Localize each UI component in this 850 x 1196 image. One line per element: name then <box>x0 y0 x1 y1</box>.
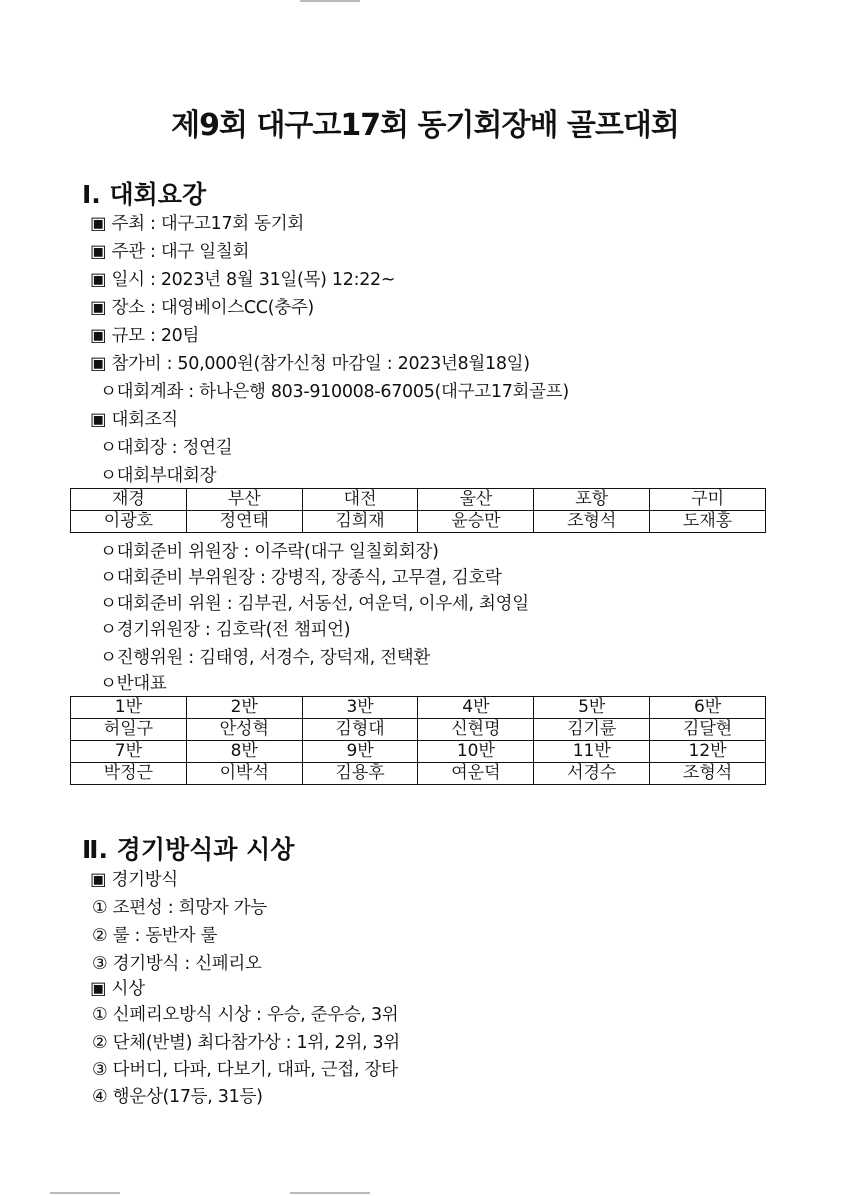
table-cell: 허일구 <box>71 719 187 741</box>
prep-members-line: ㅇ대회준비 위원 : 김부권, 서동선, 여운덕, 이우세, 최영일 <box>100 594 529 614</box>
table-cell: 11반 <box>534 741 650 763</box>
table-cell: 울산 <box>418 489 534 511</box>
table-cell: 재경 <box>71 489 187 511</box>
table-cell: 안성혁 <box>186 719 302 741</box>
document-title: 제9회 대구고17회 동기회장배 골프대회 <box>171 108 679 143</box>
table-cell: 9반 <box>302 741 418 763</box>
table-cell: 8반 <box>186 741 302 763</box>
prep-chair-line: ㅇ대회준비 위원장 : 이주락(대구 일칠회회장) <box>100 542 439 562</box>
table-row <box>71 697 766 719</box>
table-cell: 김형대 <box>302 719 418 741</box>
table-cell: 서경수 <box>534 763 650 785</box>
format-item-2: ② 룰 : 동반자 룰 <box>92 926 218 946</box>
fee-line: ▣ 참가비 : 50,000원(참가신청 마감일 : 2023년8월18일) <box>90 354 530 374</box>
awards-line: ▣ 시상 <box>90 979 145 999</box>
host-line: ▣ 주관 : 대구 일칠회 <box>90 242 250 262</box>
venue-line: ▣ 장소 : 대영베이스CC(충주) <box>90 298 314 318</box>
table-cell: 김달현 <box>650 719 766 741</box>
table-row <box>71 741 766 763</box>
table-cell: 12반 <box>650 741 766 763</box>
table-cell: 윤승만 <box>418 511 534 533</box>
table-cell: 김용후 <box>302 763 418 785</box>
game-format-line: ▣ 경기방식 <box>90 870 178 890</box>
scale-line: ▣ 규모 : 20팀 <box>90 326 200 346</box>
scan-edge-mark <box>50 1192 120 1194</box>
table-cell: 조형석 <box>650 763 766 785</box>
award-item-1: ① 신페리오방식 시상 : 우승, 준우승, 3위 <box>92 1005 399 1025</box>
account-line: ㅇ대회계좌 : 하나은행 803-910008-67005(대구고17회골프) <box>100 382 569 402</box>
table-row <box>71 511 766 533</box>
prep-vice-chair-line: ㅇ대회준비 부위원장 : 강병직, 장종식, 고무결, 김호락 <box>100 568 502 588</box>
vice-chairman-table <box>70 488 766 533</box>
table-cell: 3반 <box>302 697 418 719</box>
format-item-1: ① 조편성 : 희망자 가능 <box>92 898 267 918</box>
table-cell: 2반 <box>186 697 302 719</box>
table-cell: 1반 <box>71 697 187 719</box>
scan-edge-mark <box>290 1192 370 1194</box>
table-row <box>71 489 766 511</box>
table-cell: 부산 <box>186 489 302 511</box>
table-row <box>71 763 766 785</box>
game-chair-line: ㅇ경기위원장 : 김호락(전 챔피언) <box>100 620 351 640</box>
table-cell: 5반 <box>534 697 650 719</box>
table-cell: 7반 <box>71 741 187 763</box>
table-cell: 이광호 <box>71 511 187 533</box>
table-cell: 정연태 <box>186 511 302 533</box>
table-cell: 포항 <box>534 489 650 511</box>
class-reps-line: ㅇ반대표 <box>100 674 167 694</box>
staff-line: ㅇ진행위원 : 김태영, 서경수, 장덕재, 전택환 <box>100 648 430 668</box>
format-item-3: ③ 경기방식 : 신페리오 <box>92 954 262 974</box>
section-2-heading: Ⅱ. 경기방식과 시상 <box>82 835 295 864</box>
table-cell: 4반 <box>418 697 534 719</box>
table-cell: 박정근 <box>71 763 187 785</box>
table-cell: 10반 <box>418 741 534 763</box>
organization-line: ▣ 대회조직 <box>90 410 178 430</box>
table-row <box>71 719 766 741</box>
class-rep-table <box>70 696 766 785</box>
table-cell: 도재홍 <box>650 511 766 533</box>
award-item-2: ② 단체(반별) 최다참가상 : 1위, 2위, 3위 <box>92 1033 400 1053</box>
award-item-3: ③ 다버디, 다파, 다보기, 대파, 근접, 장타 <box>92 1060 398 1080</box>
table-cell: 김기륜 <box>534 719 650 741</box>
vice-chairman-line: ㅇ대회부대회장 <box>100 466 217 486</box>
table-cell: 6반 <box>650 697 766 719</box>
section-1-heading: Ⅰ. 대회요강 <box>82 180 207 209</box>
scan-edge-mark <box>300 0 360 2</box>
date-line: ▣ 일시 : 2023년 8월 31일(목) 12:22~ <box>90 270 396 290</box>
table-cell: 구미 <box>650 489 766 511</box>
table-cell: 이박석 <box>186 763 302 785</box>
table-cell: 여운덕 <box>418 763 534 785</box>
organizer-line: ▣ 주최 : 대구고17회 동기회 <box>90 214 304 234</box>
table-cell: 김희재 <box>302 511 418 533</box>
award-item-4: ④ 행운상(17등, 31등) <box>92 1087 263 1107</box>
table-cell: 대전 <box>302 489 418 511</box>
table-cell: 조형석 <box>534 511 650 533</box>
chairman-line: ㅇ대회장 : 정연길 <box>100 438 233 458</box>
table-cell: 신현명 <box>418 719 534 741</box>
